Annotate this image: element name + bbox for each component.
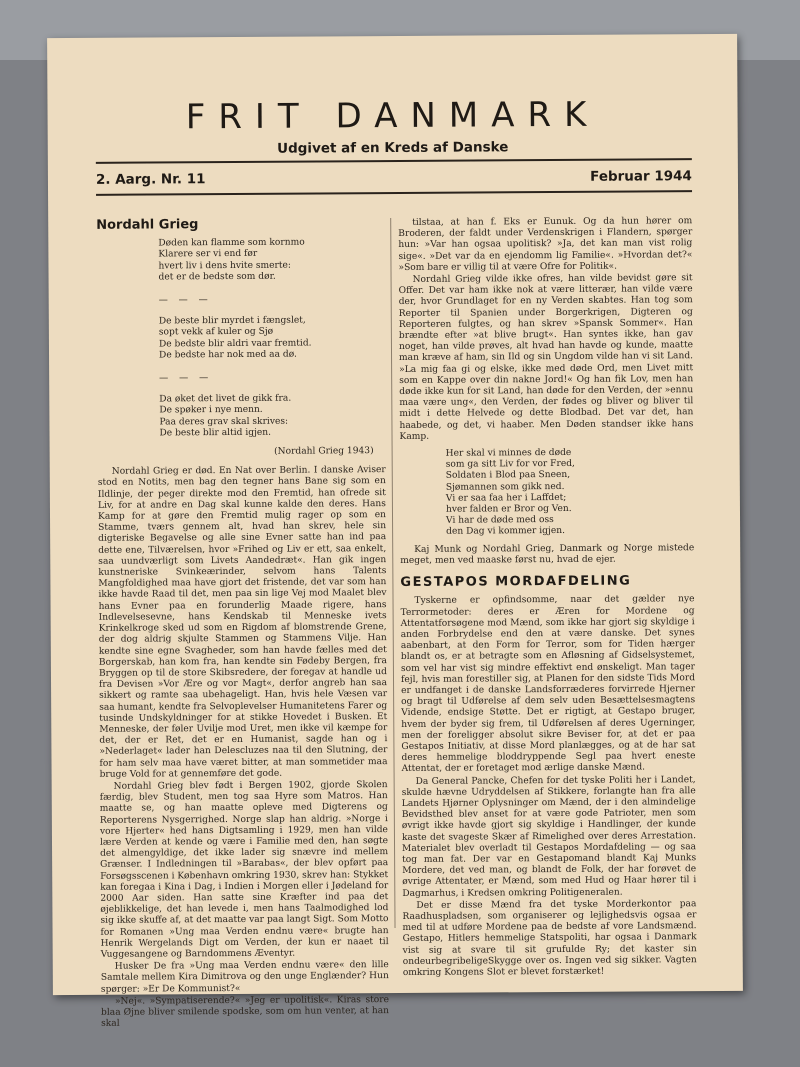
poem-line: Vi er saa faa her i Laffdet; <box>445 492 567 504</box>
article-paragraph: »Nej«. »Sympatiserende?« »Jeg er upolitisk«. Kiras store blaa Øjne bliver smilende spodske, som om hun venter, at han skal <box>101 994 390 1030</box>
newspaper-page <box>47 34 743 1030</box>
stanza-separator: — — — <box>159 373 213 384</box>
article-paragraph: tilstaa, at han f. Eks er Eunuk. Og da hun hører om Broderen, der faldt under Verdenskrigen i Flandern, spørger hun: »Var han ogsaa upolitisk? »Ja, det kan man vist rolig sige«. »Det var da en ejendomm lig Familie«. »Hvordan det?« »Som bare er villig til at være Ofre for Politik«. <box>398 216 693 273</box>
article-paragraph: Husker De fra »Ung maa Verden endnu være« den lille Samtale mellem Kira Dimitrova og den unge Englænder? Hun spørger: »Er De Kommunist?« <box>100 960 389 995</box>
poem-line: som ga sitt Liv for vor Fred, <box>445 459 575 470</box>
article-paragraph: Tyskerne er opfindsomme, naar det gælder nye Terrormetoder: deres er Æren for Mordene og Attentatforsøgene mod Mænd, som ikke har gjort sig skyldige i anden Forbrydelse end den at være danske. Det synes aabenbart, at den Form for Terror, som for Tiden hærger blandt os, er at betragte som en Afløsning af Gidselsystemet, som vel har vist sig mindre effektivt end ønskeligt. Man tager fejl, hvis man forestiller sig, at Planen for den sidste Tids Mord er undfanget i de danske Landsforræderes forvirrede Hjerner og bragt til Udførelse af dem selv uden Besættelsesmagtens Vidende, endsige Støtte. Det er rigtigt, at Gestapo bruger, hvem der byder sig frem, til Udførelsen af deres Ugerninger, men der foreligger absolut sikre Beviser for, at det er paa Gestapos Initiativ, at disse Mord planlægges, og at de har sat deres hemmelige bloddryppende Segl paa hvert eneste Attentat, der er foretaget mod ærlige danske Mænd. <box>400 594 696 775</box>
closing-poem <box>446 447 695 538</box>
newspaper-title: FRIT DANMARK <box>185 94 600 138</box>
poem-line: hver falden er Bror og Ven. <box>445 503 572 515</box>
poem-line: De beste blir altid igjen. <box>159 427 272 439</box>
issue-date: Februar 1944 <box>590 168 692 185</box>
poem-line: Her skal vi minnes de døde <box>445 447 572 459</box>
poem <box>159 315 385 361</box>
poem-line: sopt vekk af kuler og Sjø <box>158 327 274 338</box>
article-paragraph: Nordahl Grieg vilde ikke ofres, han vilde bevidst gøre sit Offer. Det var ham ikke nok at være litterær, han vilde være der, hvor Grundlaget for en ny Verden skabtes. Han tog som Reporter til Spanien under Borgerkrigen, Digteren og Reporteren fulgtes, og han skrev »Spansk Sommer«. Han brændte efter »at blive brugt«. Han syntes ikke, han gav noget, han vilde prøves, alt hvad han havde og kunde, maatte man kræve af ham, sin Ild og sin Ungdom vilde han vi sit Land. »La mig faa gi og elske, ikke med døde Ord, men Livet mitt som en Kappe over din nakne Jord!« Og han fik Lov, men han døde ikke kun for sit Land, han døde for den Verden, der »ennu maa være ung«, den Verden, der fødes og bliver og bliver til midt i dette Helvede og dette Blodbad. Det var det, han haabede, og det, vi haaber. Men Døden standser ikke hans Kamp. <box>398 273 694 442</box>
stanza-separator: — — — <box>158 295 212 306</box>
poem <box>159 393 385 439</box>
bottom-rule <box>96 190 692 196</box>
article-heading-gestapos-mordafdeling: GESTAPOS MORDAFDELING <box>400 573 632 591</box>
poem-line: Soldaten i Blod paa Sneen, <box>445 470 571 482</box>
article-paragraph: Da General Pancke, Chefen for det tyske Politi her i Landet, skulde hævne Udryddelsen af Stikkere, forlangte han fra alle Landets Hjørner Oplysninger om Mænd, der i den almindelige Bevidsthed blev anset for at være gode Patrioter, men som øvrigt ikke havde gjort sig skyldige i Handlinger, der kunde kaste det svageste Skær af Rimelighed over deres Arrestation. Materialet blev overladt til Gestapos Mordafdeling — og saa tog man fat. Der var en Gestapomand blandt Kaj Munks Mordere, det ved man, og blandt de Folk, der har forøvet de øvrige Attentater, er Mænd, som med Hud og Haar hører til i Dagmarhus, i Kredsen omkring Politigeneralen. <box>401 774 697 899</box>
poem-line: De bedste har nok med aa dø. <box>158 349 297 361</box>
poem-line: Vi har de døde med oss <box>446 515 554 526</box>
column-divider <box>390 218 395 928</box>
poem-stanza <box>158 237 384 283</box>
article-heading-nordahl-grieg: Nordahl Grieg <box>96 217 199 233</box>
issue-number: 2. Aarg. Nr. 11 <box>95 171 206 188</box>
poem-line: Da øket det livet de gikk fra. <box>159 393 292 405</box>
poem-line: De beste blir myrdet i fængslet, <box>158 315 306 327</box>
right-column <box>398 216 697 980</box>
poem-stanza <box>159 315 385 361</box>
poem-line: Paa deres grav skal skrives: <box>159 416 289 428</box>
issue-row <box>95 168 692 188</box>
newspaper-subtitle: Udgivet af en Kreds af Danske <box>277 139 509 157</box>
poem-line: den Dag vi kommer igjen. <box>446 526 565 538</box>
poem <box>158 237 384 283</box>
poem-attribution: (Nordahl Grieg 1943) <box>274 446 374 457</box>
poem-line: det er de bedste som dør. <box>158 271 276 283</box>
poem-line: Sjømannen som gikk ned. <box>445 481 565 493</box>
poem-line: Klarere ser vi end før <box>158 249 258 260</box>
poem-line: De spøker i nye menn. <box>159 405 263 416</box>
top-rule <box>96 158 692 164</box>
article-paragraph: Nordahl Grieg blev født i Bergen 1902, gjorde Skolen færdig, blev Student, men tog saa Hyre som Matros. Han maatte se, og han maatte opleve med Digterens og Reporterens Nysgerrighed. Norge slap han aldrig. »Norge i vore Hjerter« hed hans Digtsamling i 1929, men han vilde lære Verden at kende og være i Familie med den, han søgte det almengyldige, det ikke lader sig snævre ind mellem Grænser. I Indledningen til »Barabas«, der blev opført paa Forsøgsscenen i København omkring 1930, skrev han: Stykket kan foregaa i Kina i Dag, i Indien i Morgen eller i Jødeland for 2000 Aar siden. Han satte sine Kræfter ind paa det øjeblikkelige, det han levede i, men hans Taalmodighed lod sig ikke skuffe af, at det maatte var paa langt Sigt. Som Motto for Romanen »Ung maa Verden endnu være« brugte han Henrik Wergelands Digt om Verden, der kun er naaet til Vuggesangene og Barndommens Æventyr. <box>99 779 389 960</box>
left-column <box>96 218 389 1031</box>
poem-line: hvert liv i dens hvite smerte: <box>158 260 291 272</box>
poem-line: Døden kan flamme som kornmo <box>158 237 305 249</box>
article-paragraph: Nordahl Grieg er død. En Nat over Berlin. I danske Aviser stod en Notits, men bag den tegner hans Bane sig som en Ildlinje, der peger direkte mod den Fremtid, han ofrede sit Liv, for at andre en Dag skal kunne kalde den deres. Hans Kamp for at gøre den Fremtid mulig rager op som en Stamme, tværs gennem alt, hvad han skrev, hele sin digteriske Begavelse og alle sine Evner satte han ind paa dette ene, Tilværelsen, hvor »Frihed og Liv er ett, saa enkelt, saa uundværligt som Livets Aandedræt«. Han gik ingen kunstneriske Svinkeærinder, selvom hans Talents Mangfoldighed maa have gjort det fristende, det var som han ikke havde Raad til det, men paa sin lige Vej mod Maalet blev hans Evner paa en forunderlig Maade rigere, hans Indlevelsesevne, hans Kendskab til Menneske ivets Krinkelkroge sked ud som en Rigdom af blomstrende Grene, der dog aldrig skjulte Stammen og Stammens Vilje. Han kendte sine egne Svagheder, som han havde fælles med det Borgerskab, han kom fra, han kendte sin Fødeby Bergen, fra Bryggen op til de store Skibsredere, der foregav at handle ud fra Devisen »Vor Ære og vor Magt«, derfor angreb han saa sikkert og ramte saa ubehageligt. Han, hvis hele Væsen var saa humant, kendte fra Selvoplevelser Humanitetens Farer og tusinde Undskyldninger for at stikke Hovedet i Busken. Et Menneske, der føler Uvilje mod Uret, men ikke vil kæmpe for det, der er Ret, det er en Humanist, sagde han og i »Nederlaget« lader han Delescluzes naa til den Slutning, der for ham selv maa have været bitter, at man sommetider maa bruge Vold for at gennemføre det gode. <box>97 465 388 780</box>
article-paragraph: Det er disse Mænd fra det tyske Morderkontor paa Raadhuspladsen, som organiserer og lejlighedsvis ogsaa er med til at udføre Mordene paa de bedste af vore Landsmænd. Gestapo, Hitlers hemmelige Statspoliti, har ogsaa i Danmark vist sig at svare til sit grufulde Ry; det kaster sin ondeurbegribeligeSkygge over os. Ingen ved sig sikker. Vagten omkring Kongens Slot er blevet forstærket! <box>402 898 697 978</box>
poem-stanza <box>159 393 385 439</box>
poem-line: De bedste blir aldri vaar fremtid. <box>158 338 312 350</box>
article-paragraph: Kaj Munk og Nordahl Grieg, Danmark og Norge mistede meget, men ved maaske først nu, hvad de ejer. <box>400 542 695 566</box>
masthead <box>47 94 737 158</box>
